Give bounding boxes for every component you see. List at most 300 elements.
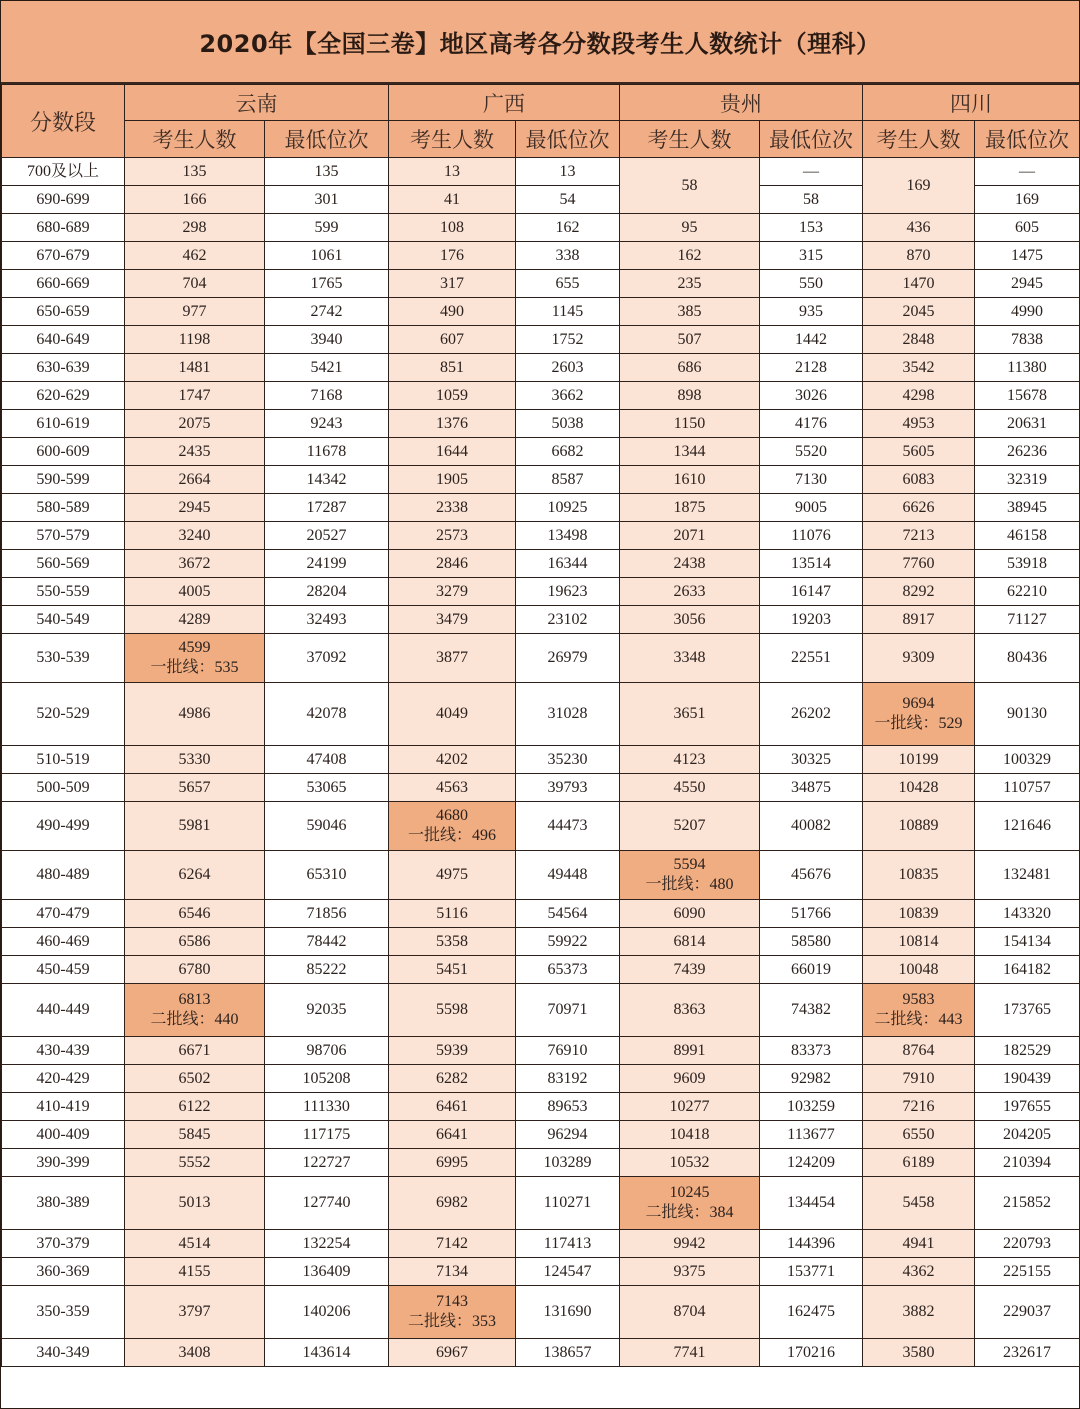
min-rank-cell: 117413 [516, 1230, 620, 1258]
min-rank-cell: 3940 [265, 326, 389, 354]
min-rank-cell: 121646 [975, 802, 1080, 851]
count-cell: 4975 [389, 851, 516, 900]
score-band-cell: 360-369 [2, 1258, 125, 1286]
count-cell: 3542 [863, 354, 975, 382]
cutoff-line-note: 一批线：496 [407, 827, 496, 844]
score-band-cell: 340-349 [2, 1339, 125, 1367]
count-cell: 3580 [863, 1339, 975, 1367]
count-cell: 3672 [125, 550, 265, 578]
count-value: 4680 [436, 807, 468, 824]
table-row [2, 1339, 1080, 1367]
count-cell: 1344 [620, 438, 760, 466]
min-rank-cell: 136409 [265, 1258, 389, 1286]
count-cell: 10814 [863, 928, 975, 956]
score-band-cell: 450-459 [2, 956, 125, 984]
table-row [2, 956, 1080, 984]
count-cell [620, 1177, 760, 1230]
header-count: 考生人数 [620, 121, 760, 158]
count-cell [389, 1286, 516, 1339]
cutoff-line-note: 一批线：529 [874, 715, 963, 732]
count-cell: 298 [125, 214, 265, 242]
count-cell: 7142 [389, 1230, 516, 1258]
count-cell: 5013 [125, 1177, 265, 1230]
min-rank-cell: 5421 [265, 354, 389, 382]
min-rank-cell: 315 [760, 242, 863, 270]
count-cell: 436 [863, 214, 975, 242]
count-cell: 9609 [620, 1065, 760, 1093]
min-rank-cell: 2742 [265, 298, 389, 326]
min-rank-cell: 132254 [265, 1230, 389, 1258]
cutoff-line-note: 二批线：440 [150, 1011, 239, 1028]
min-rank-cell: 24199 [265, 550, 389, 578]
min-rank-cell: 11678 [265, 438, 389, 466]
count-cell: 4941 [863, 1230, 975, 1258]
score-band-cell: 590-599 [2, 466, 125, 494]
min-rank-cell: 16344 [516, 550, 620, 578]
min-rank-cell: 20527 [265, 522, 389, 550]
table-row [2, 550, 1080, 578]
min-rank-cell: 92982 [760, 1065, 863, 1093]
count-cell: 5605 [863, 438, 975, 466]
count-cell: 2435 [125, 438, 265, 466]
count-cell: 2664 [125, 466, 265, 494]
score-band-cell: 570-579 [2, 522, 125, 550]
count-cell: 490 [389, 298, 516, 326]
table-row [2, 1286, 1080, 1339]
table-row [2, 900, 1080, 928]
count-cell: 4953 [863, 410, 975, 438]
count-cell: 1905 [389, 466, 516, 494]
score-band-cell: 480-489 [2, 851, 125, 900]
count-cell: 58 [620, 158, 760, 214]
min-rank-cell: 98706 [265, 1037, 389, 1065]
min-rank-cell: 70971 [516, 984, 620, 1037]
min-rank-cell: 124547 [516, 1258, 620, 1286]
count-cell: 7741 [620, 1339, 760, 1367]
min-rank-cell: 90130 [975, 683, 1080, 746]
min-rank-cell: 11076 [760, 522, 863, 550]
count-cell: 385 [620, 298, 760, 326]
table-row [2, 410, 1080, 438]
min-rank-cell: 229037 [975, 1286, 1080, 1339]
min-rank-cell: 1061 [265, 242, 389, 270]
count-cell: 7439 [620, 956, 760, 984]
min-rank-cell: 65310 [265, 851, 389, 900]
count-cell: 10532 [620, 1149, 760, 1177]
min-rank-cell: 58 [760, 186, 863, 214]
min-rank-cell: 13514 [760, 550, 863, 578]
min-rank-cell: 7838 [975, 326, 1080, 354]
count-cell: 6090 [620, 900, 760, 928]
min-rank-cell: 204205 [975, 1121, 1080, 1149]
count-cell: 5116 [389, 900, 516, 928]
cutoff-line-note: 二批线：384 [645, 1204, 734, 1221]
count-cell: 6282 [389, 1065, 516, 1093]
min-rank-cell: 1752 [516, 326, 620, 354]
header-rank: 最低位次 [516, 121, 620, 158]
score-band-cell: 560-569 [2, 550, 125, 578]
min-rank-cell: 30325 [760, 746, 863, 774]
min-rank-cell: 2128 [760, 354, 863, 382]
score-band-cell: 350-359 [2, 1286, 125, 1339]
min-rank-cell: 74382 [760, 984, 863, 1037]
min-rank-cell: 54564 [516, 900, 620, 928]
min-rank-cell: 110757 [975, 774, 1080, 802]
count-cell: 166 [125, 186, 265, 214]
min-rank-cell: 1765 [265, 270, 389, 298]
table-row [2, 774, 1080, 802]
count-cell: 10048 [863, 956, 975, 984]
min-rank-cell: 83373 [760, 1037, 863, 1065]
table-row [2, 578, 1080, 606]
table-row [2, 746, 1080, 774]
min-rank-cell: 22551 [760, 634, 863, 683]
min-rank-cell: 1145 [516, 298, 620, 326]
score-band-cell: 540-549 [2, 606, 125, 634]
table-row [2, 270, 1080, 298]
count-cell [620, 851, 760, 900]
count-cell: 3348 [620, 634, 760, 683]
header-rank: 最低位次 [760, 121, 863, 158]
score-band-cell: 670-679 [2, 242, 125, 270]
count-cell: 3240 [125, 522, 265, 550]
header-count: 考生人数 [389, 121, 516, 158]
count-cell: 3877 [389, 634, 516, 683]
count-cell: 2071 [620, 522, 760, 550]
count-value: 5594 [673, 856, 706, 873]
min-rank-cell: 169 [975, 186, 1080, 214]
count-cell: 686 [620, 354, 760, 382]
score-band-cell: 690-699 [2, 186, 125, 214]
count-cell: 8292 [863, 578, 975, 606]
count-cell: 4986 [125, 683, 265, 746]
min-rank-cell: 105208 [265, 1065, 389, 1093]
count-cell: 3882 [863, 1286, 975, 1339]
min-rank-cell: 110271 [516, 1177, 620, 1230]
min-rank-cell: 47408 [265, 746, 389, 774]
min-rank-cell: 53065 [265, 774, 389, 802]
header-region-guizhou: 贵州 [620, 85, 863, 121]
count-cell: 3408 [125, 1339, 265, 1367]
min-rank-cell: 71856 [265, 900, 389, 928]
header-region-guangxi: 广西 [389, 85, 620, 121]
count-cell: 2846 [389, 550, 516, 578]
min-rank-cell: 28204 [265, 578, 389, 606]
min-rank-cell: 9005 [760, 494, 863, 522]
count-cell: 462 [125, 242, 265, 270]
min-rank-cell: 182529 [975, 1037, 1080, 1065]
table-row [2, 683, 1080, 746]
count-value: 9694 [902, 695, 935, 712]
min-rank-cell: 164182 [975, 956, 1080, 984]
score-band-cell: 510-519 [2, 746, 125, 774]
min-rank-cell: 34875 [760, 774, 863, 802]
min-rank-cell: 17287 [265, 494, 389, 522]
min-rank-cell: 103259 [760, 1093, 863, 1121]
min-rank-cell: 11380 [975, 354, 1080, 382]
table-row [2, 298, 1080, 326]
min-rank-cell: 35230 [516, 746, 620, 774]
min-rank-cell: 935 [760, 298, 863, 326]
min-rank-cell: 19623 [516, 578, 620, 606]
count-cell: 2945 [125, 494, 265, 522]
score-band-cell: 630-639 [2, 354, 125, 382]
count-cell: 3797 [125, 1286, 265, 1339]
count-cell: 1059 [389, 382, 516, 410]
score-band-cell: 640-649 [2, 326, 125, 354]
min-rank-cell: 3026 [760, 382, 863, 410]
count-cell: 10835 [863, 851, 975, 900]
table-row [2, 1093, 1080, 1121]
count-cell: 2075 [125, 410, 265, 438]
score-band-cell: 440-449 [2, 984, 125, 1037]
score-band-cell: 470-479 [2, 900, 125, 928]
count-cell: 5207 [620, 802, 760, 851]
cutoff-line-note: 一批线：480 [645, 876, 734, 893]
min-rank-cell: 103289 [516, 1149, 620, 1177]
count-cell: 3479 [389, 606, 516, 634]
min-rank-cell: 37092 [265, 634, 389, 683]
min-rank-cell: 2603 [516, 354, 620, 382]
score-band-cell: 550-559 [2, 578, 125, 606]
count-cell: 851 [389, 354, 516, 382]
count-cell: 3279 [389, 578, 516, 606]
min-rank-cell: 143614 [265, 1339, 389, 1367]
table-row [2, 606, 1080, 634]
score-band-cell: 580-589 [2, 494, 125, 522]
table-row [2, 1230, 1080, 1258]
min-rank-cell: 197655 [975, 1093, 1080, 1121]
count-cell: 4005 [125, 578, 265, 606]
min-rank-cell: 100329 [975, 746, 1080, 774]
min-rank-cell: 215852 [975, 1177, 1080, 1230]
score-band-cell: 460-469 [2, 928, 125, 956]
table-row [2, 522, 1080, 550]
cutoff-line-note: 二批线：353 [407, 1313, 496, 1330]
table-row [2, 242, 1080, 270]
count-cell: 6189 [863, 1149, 975, 1177]
header-count: 考生人数 [125, 121, 265, 158]
count-cell: 4155 [125, 1258, 265, 1286]
min-rank-cell: 190439 [975, 1065, 1080, 1093]
min-rank-cell: 20631 [975, 410, 1080, 438]
min-rank-cell: 134454 [760, 1177, 863, 1230]
table-row [2, 802, 1080, 851]
table-row [2, 984, 1080, 1037]
count-cell: 6546 [125, 900, 265, 928]
count-cell: 6641 [389, 1121, 516, 1149]
min-rank-cell: 225155 [975, 1258, 1080, 1286]
score-band-cell: 400-409 [2, 1121, 125, 1149]
score-band-cell: 490-499 [2, 802, 125, 851]
min-rank-cell: 89653 [516, 1093, 620, 1121]
min-rank-cell: 78442 [265, 928, 389, 956]
min-rank-cell: 23102 [516, 606, 620, 634]
score-band-cell: 500-509 [2, 774, 125, 802]
min-rank-cell: 13 [516, 158, 620, 186]
score-band-cell: 650-659 [2, 298, 125, 326]
min-rank-cell: 124209 [760, 1149, 863, 1177]
count-cell [125, 984, 265, 1037]
score-band-cell: 410-419 [2, 1093, 125, 1121]
min-rank-cell: 8587 [516, 466, 620, 494]
count-cell: 1150 [620, 410, 760, 438]
min-rank-cell: 153 [760, 214, 863, 242]
page-title: 2020年【全国三卷】地区高考各分数段考生人数统计（理科） [1, 1, 1079, 84]
table-row [2, 466, 1080, 494]
count-cell: 1610 [620, 466, 760, 494]
min-rank-cell: 76910 [516, 1037, 620, 1065]
min-rank-cell: 15678 [975, 382, 1080, 410]
count-cell: 8991 [620, 1037, 760, 1065]
min-rank-cell: 42078 [265, 683, 389, 746]
score-band-cell: 420-429 [2, 1065, 125, 1093]
min-rank-cell: 31028 [516, 683, 620, 746]
count-cell: 5657 [125, 774, 265, 802]
count-cell: 235 [620, 270, 760, 298]
score-band-cell: 370-379 [2, 1230, 125, 1258]
count-cell: 898 [620, 382, 760, 410]
count-cell: 8764 [863, 1037, 975, 1065]
count-cell: 10418 [620, 1121, 760, 1149]
count-cell: 4298 [863, 382, 975, 410]
table-row [2, 1065, 1080, 1093]
table-row [2, 1149, 1080, 1177]
min-rank-cell: 605 [975, 214, 1080, 242]
min-rank-cell: 10925 [516, 494, 620, 522]
score-band-cell: 430-439 [2, 1037, 125, 1065]
count-cell: 6502 [125, 1065, 265, 1093]
count-value: 6813 [178, 991, 211, 1008]
count-cell: 3651 [620, 683, 760, 746]
min-rank-cell: 65373 [516, 956, 620, 984]
table-row [2, 494, 1080, 522]
min-rank-cell: 9243 [265, 410, 389, 438]
min-rank-cell: — [760, 158, 863, 186]
min-rank-cell: 59922 [516, 928, 620, 956]
count-cell: 9375 [620, 1258, 760, 1286]
min-rank-cell: 4990 [975, 298, 1080, 326]
min-rank-cell: 173765 [975, 984, 1080, 1037]
min-rank-cell: 2945 [975, 270, 1080, 298]
min-rank-cell: 7130 [760, 466, 863, 494]
header-region-yunnan: 云南 [125, 85, 389, 121]
min-rank-cell: 655 [516, 270, 620, 298]
count-cell: 6982 [389, 1177, 516, 1230]
cutoff-line-note: 二批线：443 [874, 1011, 963, 1028]
count-cell: 1470 [863, 270, 975, 298]
min-rank-cell: 92035 [265, 984, 389, 1037]
min-rank-cell: 32319 [975, 466, 1080, 494]
table-row [2, 851, 1080, 900]
score-band-cell: 660-669 [2, 270, 125, 298]
table-row [2, 1037, 1080, 1065]
count-cell: 5845 [125, 1121, 265, 1149]
count-cell: 6626 [863, 494, 975, 522]
count-cell: 108 [389, 214, 516, 242]
count-cell: 6780 [125, 956, 265, 984]
min-rank-cell: 62210 [975, 578, 1080, 606]
count-cell: 6967 [389, 1339, 516, 1367]
count-cell: 6550 [863, 1121, 975, 1149]
table-row [2, 1177, 1080, 1230]
count-value: 10245 [669, 1184, 710, 1201]
min-rank-cell: 1475 [975, 242, 1080, 270]
min-rank-cell: 44473 [516, 802, 620, 851]
count-cell: 9942 [620, 1230, 760, 1258]
count-cell: 10889 [863, 802, 975, 851]
count-cell [863, 984, 975, 1037]
count-cell: 5451 [389, 956, 516, 984]
min-rank-cell: 26202 [760, 683, 863, 746]
count-cell: 7216 [863, 1093, 975, 1121]
min-rank-cell: 154134 [975, 928, 1080, 956]
count-cell: 6995 [389, 1149, 516, 1177]
count-cell: 4049 [389, 683, 516, 746]
min-rank-cell: 85222 [265, 956, 389, 984]
count-cell: 6461 [389, 1093, 516, 1121]
table-row [2, 158, 1080, 186]
min-rank-cell: 71127 [975, 606, 1080, 634]
min-rank-cell: 45676 [760, 851, 863, 900]
count-cell: 2338 [389, 494, 516, 522]
table-row [2, 928, 1080, 956]
count-cell: 135 [125, 158, 265, 186]
table-body [2, 158, 1080, 1367]
count-cell: 5552 [125, 1149, 265, 1177]
min-rank-cell: 58580 [760, 928, 863, 956]
min-rank-cell: 338 [516, 242, 620, 270]
min-rank-cell: 131690 [516, 1286, 620, 1339]
count-value: 9583 [902, 991, 935, 1008]
min-rank-cell: 132481 [975, 851, 1080, 900]
score-table [1, 84, 1080, 1367]
count-cell [863, 683, 975, 746]
min-rank-cell: 5038 [516, 410, 620, 438]
count-cell: 1481 [125, 354, 265, 382]
count-cell: 2045 [863, 298, 975, 326]
count-cell: 870 [863, 242, 975, 270]
count-cell: 4123 [620, 746, 760, 774]
count-cell: 704 [125, 270, 265, 298]
count-cell: 1875 [620, 494, 760, 522]
count-cell: 10199 [863, 746, 975, 774]
count-cell: 6083 [863, 466, 975, 494]
count-value: 7143 [436, 1293, 468, 1310]
min-rank-cell: 1442 [760, 326, 863, 354]
table-row [2, 1121, 1080, 1149]
count-cell: 2633 [620, 578, 760, 606]
count-cell [125, 634, 265, 683]
min-rank-cell: 13498 [516, 522, 620, 550]
min-rank-cell: 113677 [760, 1121, 863, 1149]
score-band-cell: 390-399 [2, 1149, 125, 1177]
min-rank-cell: 26979 [516, 634, 620, 683]
count-cell: 95 [620, 214, 760, 242]
count-cell: 6122 [125, 1093, 265, 1121]
min-rank-cell: 49448 [516, 851, 620, 900]
table-row [2, 1258, 1080, 1286]
count-cell: 3056 [620, 606, 760, 634]
min-rank-cell: 135 [265, 158, 389, 186]
min-rank-cell: 59046 [265, 802, 389, 851]
min-rank-cell: 7168 [265, 382, 389, 410]
min-rank-cell: 4176 [760, 410, 863, 438]
score-band-cell: 380-389 [2, 1177, 125, 1230]
count-cell: 8704 [620, 1286, 760, 1339]
count-cell: 10839 [863, 900, 975, 928]
count-cell: 2848 [863, 326, 975, 354]
